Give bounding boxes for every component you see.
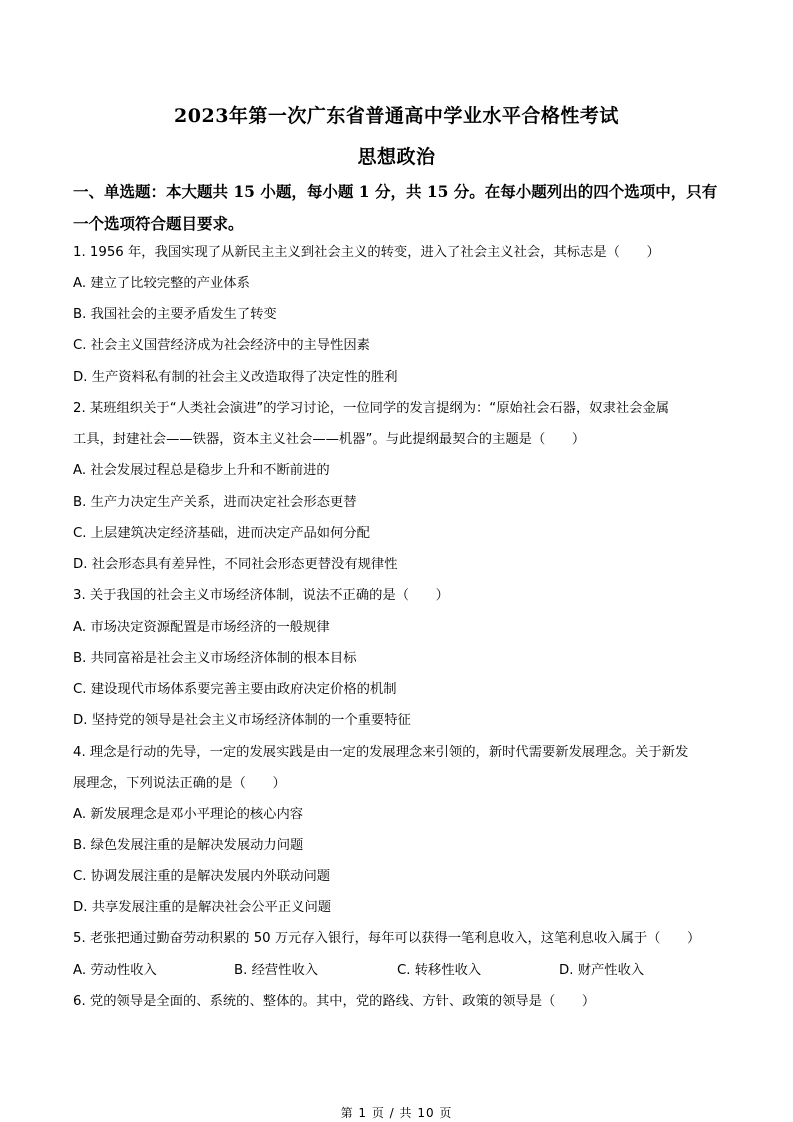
question-4-option-a: A. 新发展理念是邓小平理论的核心内容: [73, 807, 304, 822]
exam-title: 2023年第一次广东省普通高中学业水平合格性考试: [174, 105, 619, 127]
question-5-option-c: C. 转移性收入: [397, 963, 482, 978]
question-3-option-d: D. 坚持党的领导是社会主义市场经济体制的一个重要特征: [73, 713, 411, 728]
question-4-option-c: C. 协调发展注重的是解决发展内外联动问题: [73, 869, 331, 884]
question-2-option-b: B. 生产力决定生产关系，进而决定社会形态更替: [73, 495, 357, 510]
page-footer: 第 1 页 / 共 10 页: [340, 1106, 453, 1120]
question-1-option-b: B. 我国社会的主要矛盾发生了转变: [73, 307, 277, 322]
question-1-option-d: D. 生产资料私有制的社会主义改造取得了决定性的胜利: [73, 370, 398, 385]
question-4-stem-line-2: 展理念，下列说法正确的是（ ）: [73, 776, 286, 791]
question-4-option-b: B. 绿色发展注重的是解决发展动力问题: [73, 838, 304, 853]
question-1-option-a: A. 建立了比较完整的产业体系: [73, 276, 250, 291]
question-5-stem: 5. 老张把通过勤奋劳动积累的 50 万元存入银行，每年可以获得一笔利息收入，这笔利息收入属于（ ）: [73, 931, 701, 946]
question-5-option-a: A. 劳动性收入: [73, 963, 157, 978]
question-2-option-c: C. 上层建筑决定经济基础，进而决定产品如何分配: [73, 526, 370, 541]
question-2-stem-line-1: 2. 某班组织关于“人类社会演进”的学习讨论，一位同学的发言提纲为：“原始社会石器，奴隶社会金属: [73, 401, 670, 416]
question-4-option-d: D. 共享发展注重的是解决社会公平正义问题: [73, 900, 332, 915]
question-2-option-d: D. 社会形态具有差异性，不同社会形态更替没有规律性: [73, 557, 398, 572]
question-1-option-c: C. 社会主义国营经济成为社会经济中的主导性因素: [73, 338, 370, 353]
question-3-stem: 3. 关于我国的社会主义市场经济体制，说法不正确的是（ ）: [73, 588, 449, 603]
question-6-stem: 6. 党的领导是全面的、系统的、整体的。其中，党的路线、方针、政策的领导是（ ）: [73, 994, 596, 1009]
question-1-stem: 1. 1956 年，我国实现了从新民主主义到社会主义的转变，进入了社会主义社会，其标志是（ ）: [73, 245, 660, 260]
exam-subject: 思想政治: [357, 146, 436, 168]
section-heading: 一、单选题：本大题共 15 小题，每小题 1 分，共 15 分。在每小题列出的四个选项中，只有一个选项符合题目要求。: [73, 182, 718, 233]
question-2-option-a: A. 社会发展过程总是稳步上升和不断前进的: [73, 463, 330, 478]
question-2-stem-line-2: 工具，封建社会——铁器，资本主义社会——机器”。与此提纲最契合的主题是（ ）: [73, 432, 586, 447]
question-3-option-a: A. 市场决定资源配置是市场经济的一般规律: [73, 620, 330, 635]
question-3-option-c: C. 建设现代市场体系要完善主要由政府决定价格的机制: [73, 682, 397, 697]
question-3-option-b: B. 共同富裕是社会主义市场经济体制的根本目标: [73, 651, 357, 666]
question-5-option-d: D. 财产性收入: [559, 963, 645, 978]
question-5-option-b: B. 经营性收入: [234, 963, 319, 978]
question-4-stem-line-1: 4. 理念是行动的先导，一定的发展实践是由一定的发展理念来引领的，新时代需要新发展理念。关于新发: [73, 745, 689, 760]
